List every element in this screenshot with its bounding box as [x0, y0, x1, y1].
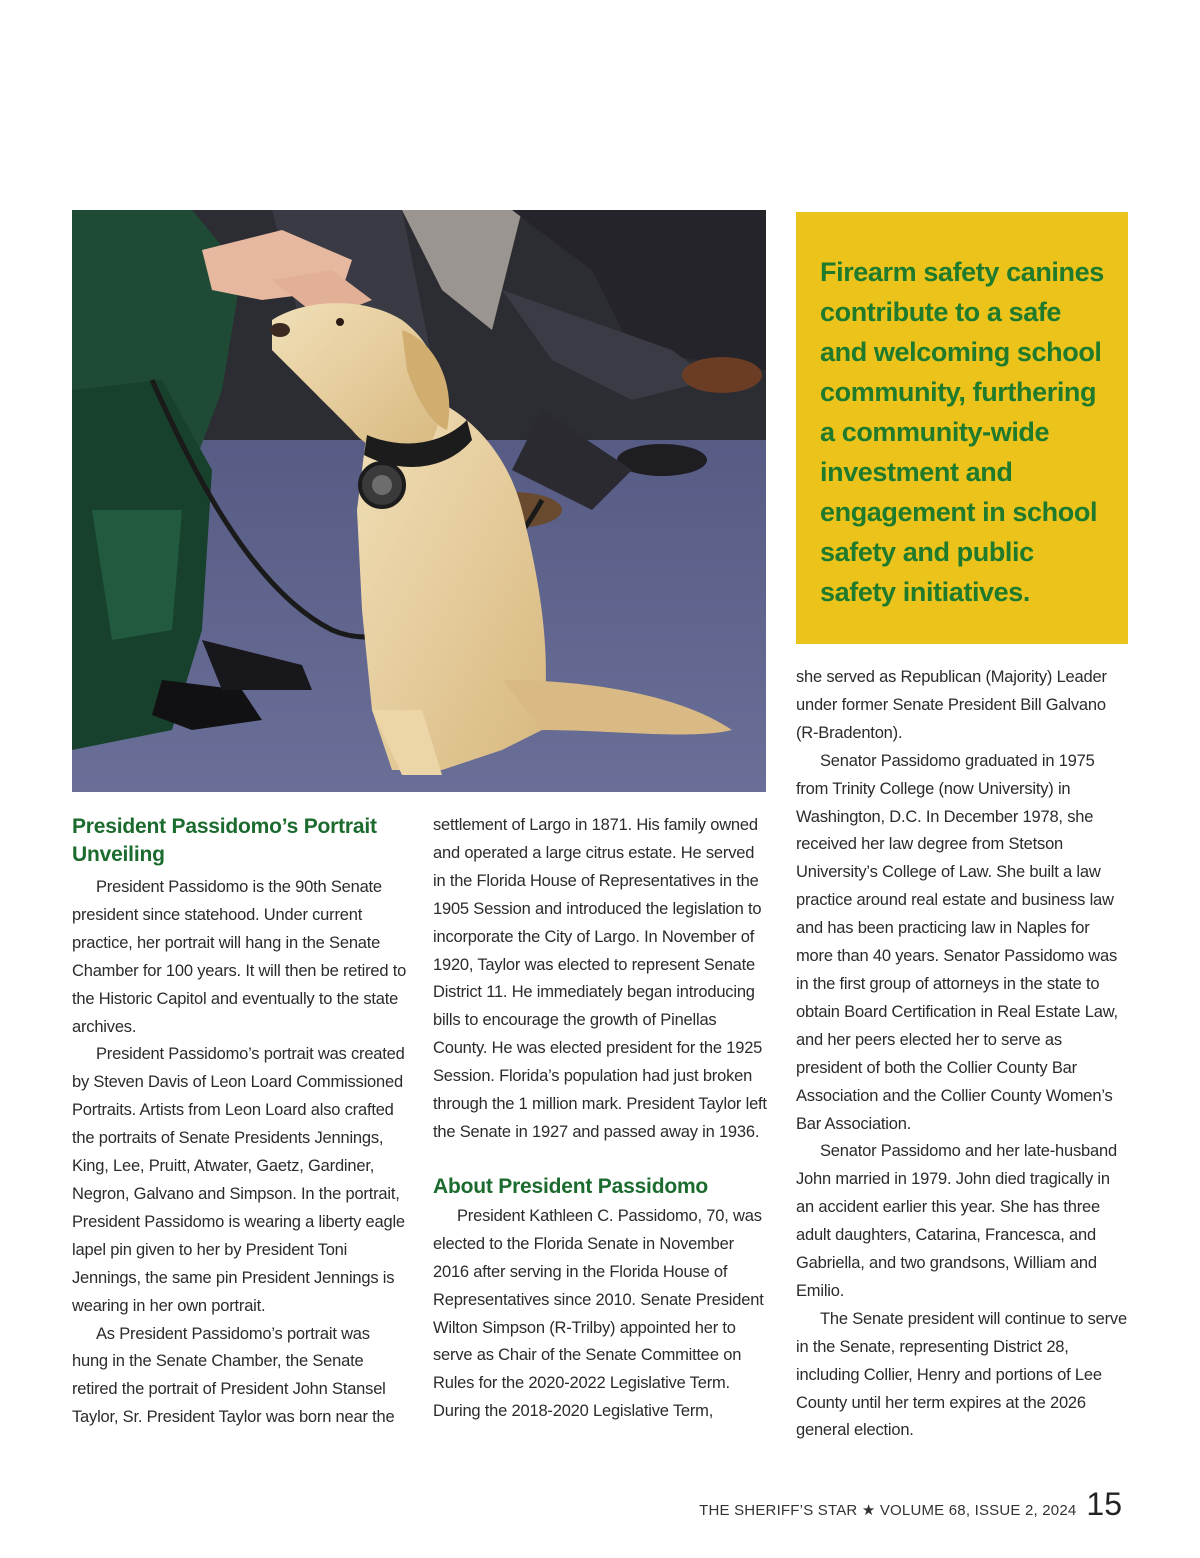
heading-portrait-unveiling: President Passidomo’s Portrait Unveiling — [72, 815, 377, 866]
article-column-1 — [72, 813, 408, 1432]
paragraph: As President Passidomo’s portrait was hung in the Senate Chamber, the Senate retired the portrait of President John Stansel Taylor, Sr. President Taylor was born near the — [72, 1324, 395, 1427]
article-column-2 — [433, 812, 769, 1426]
dog-photo — [72, 210, 766, 792]
publication-info: THE SHERIFF’S STAR ★ VOLUME 68, ISSUE 2, 2024 — [699, 1502, 1077, 1519]
article-column-3 — [796, 664, 1130, 1445]
heading-about-passidomo: About President Passidomo — [433, 1174, 709, 1198]
page-footer — [699, 1486, 1122, 1523]
paragraph: Senator Passidomo and her late-husband John married in 1979. John died tragically in an accident earlier this year. She has three adult daughters, Catarina, Francesca, and Gabriella, and two grandsons, William and Emilio. — [796, 1142, 1117, 1300]
paragraph: she served as Republican (Majority) Leader under former Senate President Bill Galvano (R-Bradenton). — [796, 668, 1107, 742]
paragraph: The Senate president will continue to serve in the Senate, representing District 28, including Collier, Henry and portions of Lee County until her term expires at the 2026 general election. — [796, 1309, 1127, 1440]
photo-dog-illustration — [72, 210, 766, 792]
paragraph: President Passidomo is the 90th Senate president since statehood. Under current practice, her portrait will hang in the Senate Chamber for 100 years. It will then be retired to the Historic Capitol and eventually to the state archives. — [72, 878, 407, 1036]
pull-quote-box — [796, 212, 1128, 644]
paragraph: President Passidomo’s portrait was created by Steven Davis of Leon Loard Commissioned Portraits. Artists from Leon Loard also crafted the portraits of Senate Presidents Jennings, King, Lee, Pruitt, Atwater, Gaetz, Gardiner, Negron, Galvano and Simpson. In the portrait, President Passidomo is wearing a liberty eagle lapel pin given to her by President Toni Jennings, the same pin President Jennings is wearing in her own portrait. — [72, 1045, 405, 1315]
paragraph: President Kathleen C. Passidomo, 70, was elected to the Florida Senate in November 2016 after serving in the Florida House of Representatives since 2010. Senate President Wilton Simpson (R-Trilby) appointed her to serve as Chair of the Senate Committee on Rules for the 2020-2022 Legislative Term. During the 2018-2020 Legislative Term, — [433, 1206, 764, 1421]
pull-quote-text: Firearm safety canines contribute to a safe and welcoming school community, furthering a community-wide investment and engagement in school safety and public safety initiatives. — [820, 257, 1104, 607]
page-number: 15 — [1086, 1486, 1122, 1522]
paragraph: Senator Passidomo graduated in 1975 from Trinity College (now University) in Washington, D.C. In December 1978, she received her law degree from Stetson University’s College of Law. She built a law practice around real estate and business law and has been practicing law in Naples for more than 40 years. Senator Passidomo was in the first group of attorneys in the state to obtain Board Certification in Real Estate Law, and her peers elected her to serve as president of both the Collier County Bar Association and the Collier County Women’s Bar Association. — [796, 751, 1118, 1133]
paragraph: settlement of Largo in 1871. His family owned and operated a large citrus estate. He served in the Florida House of Representatives in the 1905 Session and introduced the legislation to incorporate the City of Largo. In November of 1920, Taylor was elected to represent Senate District 11. He immediately began introducing bills to encourage the growth of Pinellas County. He was elected president for the 1925 Session. Florida’s population had just broken through the 1 million mark. President Taylor left the Senate in 1927 and passed away in 1936. — [433, 816, 767, 1141]
